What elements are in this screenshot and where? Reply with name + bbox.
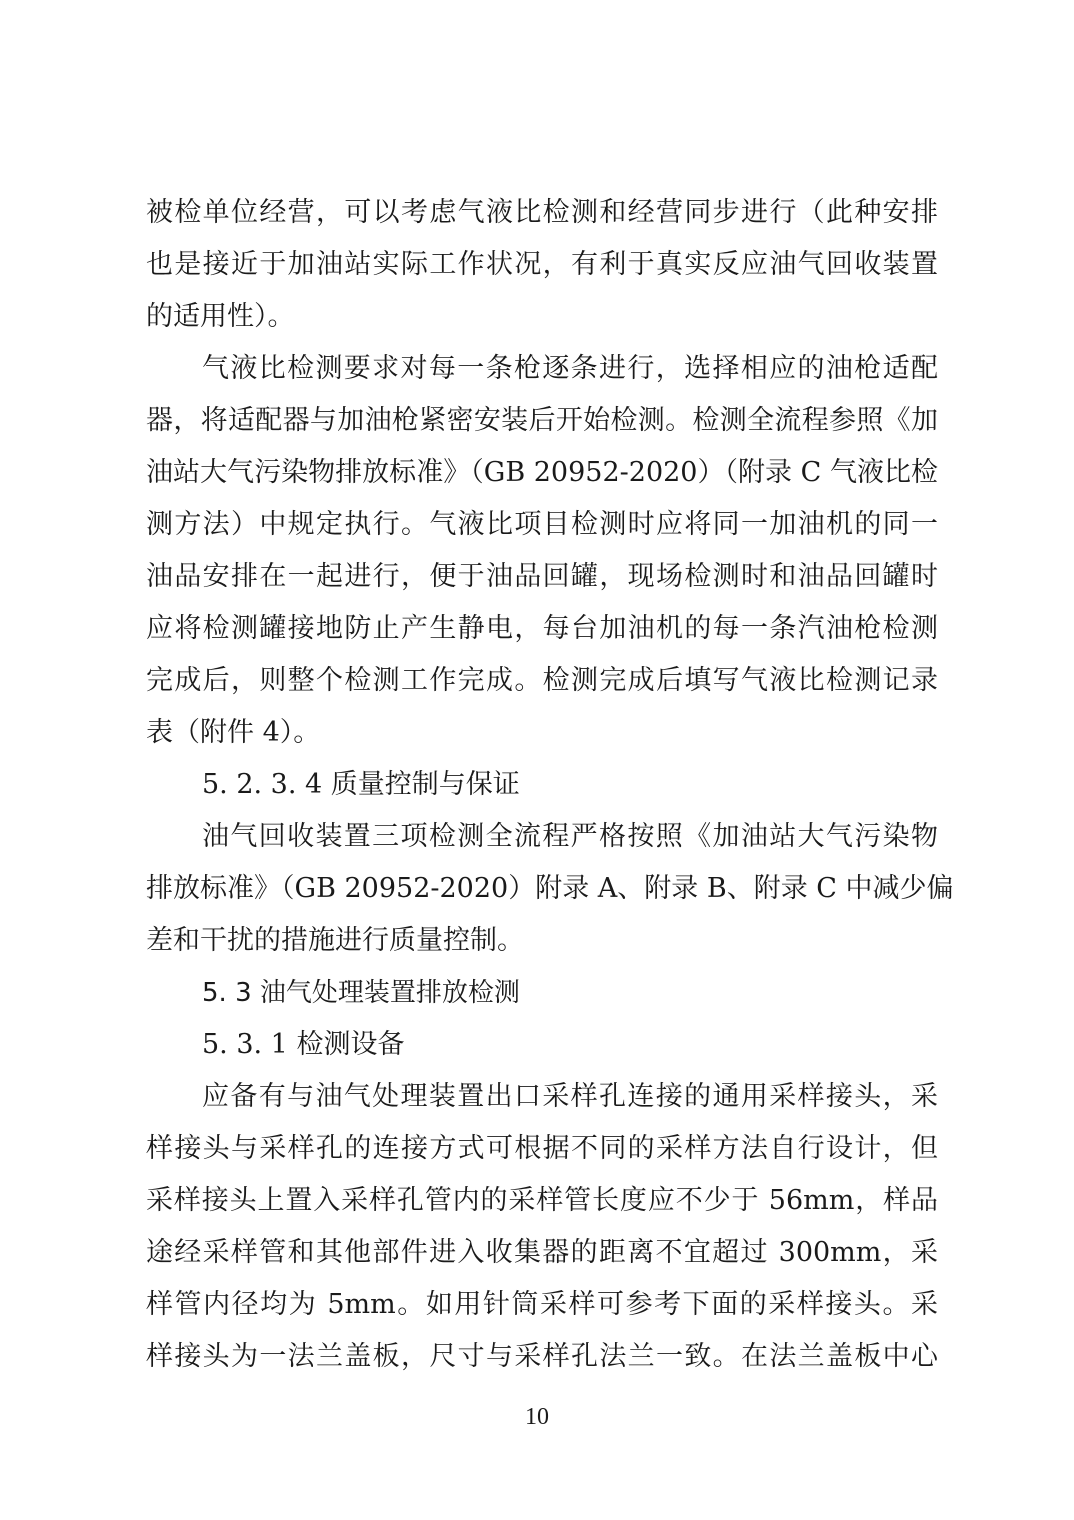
page-number: 10 bbox=[525, 1404, 549, 1430]
section-heading-5-3-1: 5. 3. 1 检测设备 bbox=[202, 1029, 405, 1060]
paragraph-2-line-2: 器，将适配器与加油枪紧密安装后开始检测。检测全流程参照《加 bbox=[146, 405, 938, 436]
paragraph-1-line-2: 也是接近于加油站实际工作状况，有利于真实反应油气回收装置 bbox=[146, 249, 938, 280]
paragraph-4-line-2: 样接头与采样孔的连接方式可根据不同的采样方法自行设计，但 bbox=[146, 1133, 938, 1164]
paragraph-1-line-3: 的适用性）。 bbox=[146, 301, 295, 332]
paragraph-3-line-2: 排放标准》（GB 20952-2020）附录 A、附录 B、附录 C 中减少偏 bbox=[146, 873, 954, 904]
paragraph-4-line-4: 途经采样管和其他部件进入收集器的距离不宜超过 300mm，采 bbox=[146, 1237, 938, 1268]
paragraph-2-line-6: 应将检测罐接地防止产生静电，每台加油机的每一条汽油枪检测 bbox=[146, 613, 938, 644]
section-heading-5-3: 5. 3 油气处理装置排放检测 bbox=[202, 978, 520, 1008]
paragraph-2-line-3: 油站大气污染物排放标准》（GB 20952-2020）（附录 C 气液比检 bbox=[146, 457, 938, 488]
paragraph-3-line-3: 差和干扰的措施进行质量控制。 bbox=[146, 925, 524, 956]
paragraph-2-line-7: 完成后，则整个检测工作完成。检测完成后填写气液比检测记录 bbox=[146, 665, 938, 696]
paragraph-4-line-5: 样管内径均为 5mm。如用针筒采样可参考下面的采样接头。采 bbox=[146, 1289, 938, 1320]
paragraph-3-line-1: 油气回收装置三项检测全流程严格按照《加油站大气污染物 bbox=[202, 821, 938, 852]
paragraph-2-line-5: 油品安排在一起进行，便于油品回罐，现场检测时和油品回罐时 bbox=[146, 561, 938, 592]
paragraph-4-line-6: 样接头为一法兰盖板，尺寸与采样孔法兰一致。在法兰盖板中心 bbox=[146, 1341, 938, 1372]
paragraph-2-line-8: 表（附件 4）。 bbox=[146, 717, 321, 748]
section-heading-5-2-3-4: 5. 2. 3. 4 质量控制与保证 bbox=[202, 769, 520, 800]
paragraph-4-line-3: 采样接头上置入采样孔管内的采样管长度应不少于 56mm，样品 bbox=[146, 1185, 938, 1216]
paragraph-4-line-1: 应备有与油气处理装置出口采样孔连接的通用采样接头，采 bbox=[202, 1081, 938, 1112]
paragraph-2-line-1: 气液比检测要求对每一条枪逐条进行，选择相应的油枪适配 bbox=[202, 353, 938, 384]
paragraph-2-line-4: 测方法）中规定执行。气液比项目检测时应将同一加油机的同一 bbox=[146, 509, 938, 540]
paragraph-1-line-1: 被检单位经营，可以考虑气液比检测和经营同步进行（此种安排 bbox=[146, 197, 938, 228]
